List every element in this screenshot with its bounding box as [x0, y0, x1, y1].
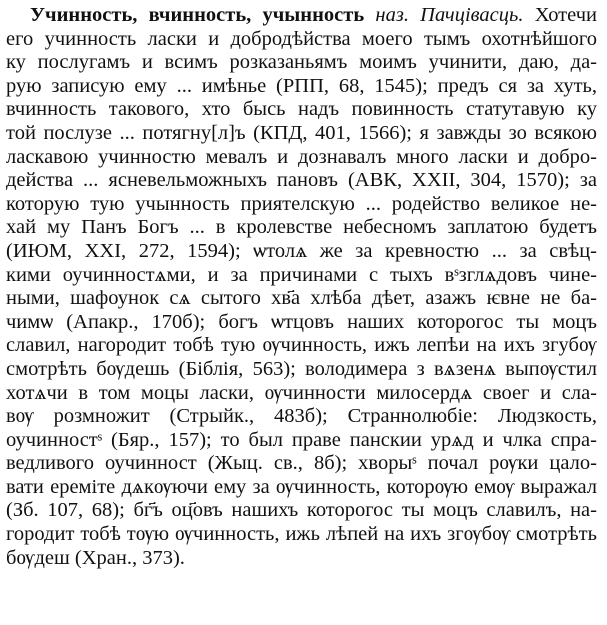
- definition-label: наз. Пачцівасць.: [375, 4, 524, 26]
- entry-line-20: ведливого оучинност (Жыц. св., 8б); хворыˢ почал рѹки цало-: [6, 452, 597, 475]
- entry-line-16: смотрѣть бѹдешь (Біблія, 563); володимера з вѧзенѧ выпѹстил: [6, 357, 597, 380]
- entry-line-11: (ИЮМ, XXI, 272, 1594); ѡтолѧ же за кревностю ... за свѣц-: [6, 239, 597, 262]
- entry-line-12: кими оучинностѧми, и за причинами с тыхъ вˢзглѧдовъ чине-: [6, 263, 597, 286]
- entry-line-22: (Зб. 107, 68); бг҃ъ оц҃овъ нашихъ которогос ты моцъ славилъ, на-: [6, 499, 597, 522]
- entry-line-19: оучинностˢ (Бяр., 157); то был праве панскии урѧд и члка спра-: [6, 428, 597, 451]
- entry-line-9: которую тую учынность приятелскую ... родейство великое не-: [6, 192, 597, 215]
- entry-line-6: той послузе ... потягну[л]ъ (КПД, 401, 1566); я завжды зо всякою: [6, 121, 597, 144]
- entry-line-23: городит тобѣ тѹю ѹчинность, ижь лѣпей на ихъ згѹбѹ смотрѣть: [6, 523, 597, 546]
- entry-line-8: действа ... ясневельможныхъ пановъ (АВК, XXII, 304, 1570); за: [6, 169, 597, 192]
- headword: Учинность, вчинность, учынность: [30, 4, 365, 26]
- entry-line-3: ку послугамъ и всимъ розказаньямъ моимъ учинити, даю, да-: [6, 51, 597, 74]
- entry-line-24: бѹдеш (Хран., 373).: [6, 546, 185, 569]
- entry-text-1: Хотечи: [534, 4, 597, 26]
- entry-line-15: славил, нагородит тобѣ тую ѹчинность, ижъ лепѣи на ихъ згубѹ: [6, 334, 597, 357]
- entry-line-1: [6, 4, 597, 28]
- entry-line-2: его учинность ласки и добродѣйства моего тымъ охотнѣйшого: [6, 27, 597, 50]
- entry-line-18: вѹ розмножит (Стрыйк., 483б); Страннолюбіе: Людзкость,: [6, 405, 597, 428]
- entry-line-14: чимѡ (Апакр., 170б); богъ ѡтцовъ наших которогос ты моцъ: [6, 310, 597, 333]
- entry-line-17: хотѧчи в том моцы ласки, ѹчинности милосердѧ своег и сла-: [6, 381, 597, 404]
- entry-line-5: вчинность такового, хто бысь надъ повинность статутавую ку: [6, 98, 597, 121]
- entry-line-7: ласкавою учинностю мевалъ и дознавалъ много ласки и добро-: [6, 145, 597, 168]
- entry-line-21: вати ереміте дѧкѹючи ему за ѹчинность, которѹю емѹ выражал: [6, 475, 597, 498]
- entry-line-4: рую записую ему ... имѣнье (РПП, 68, 1545); предъ ся за хуть,: [6, 74, 597, 97]
- entry-line-13: ными, шафоунок сѧ сытого хв҃а хлѣба дѣет, азажъ ѥвне не ба-: [6, 287, 597, 310]
- entry-line-10: хай му Панъ Богъ ... в кролевстве небесномъ заплатою будетъ: [6, 216, 597, 239]
